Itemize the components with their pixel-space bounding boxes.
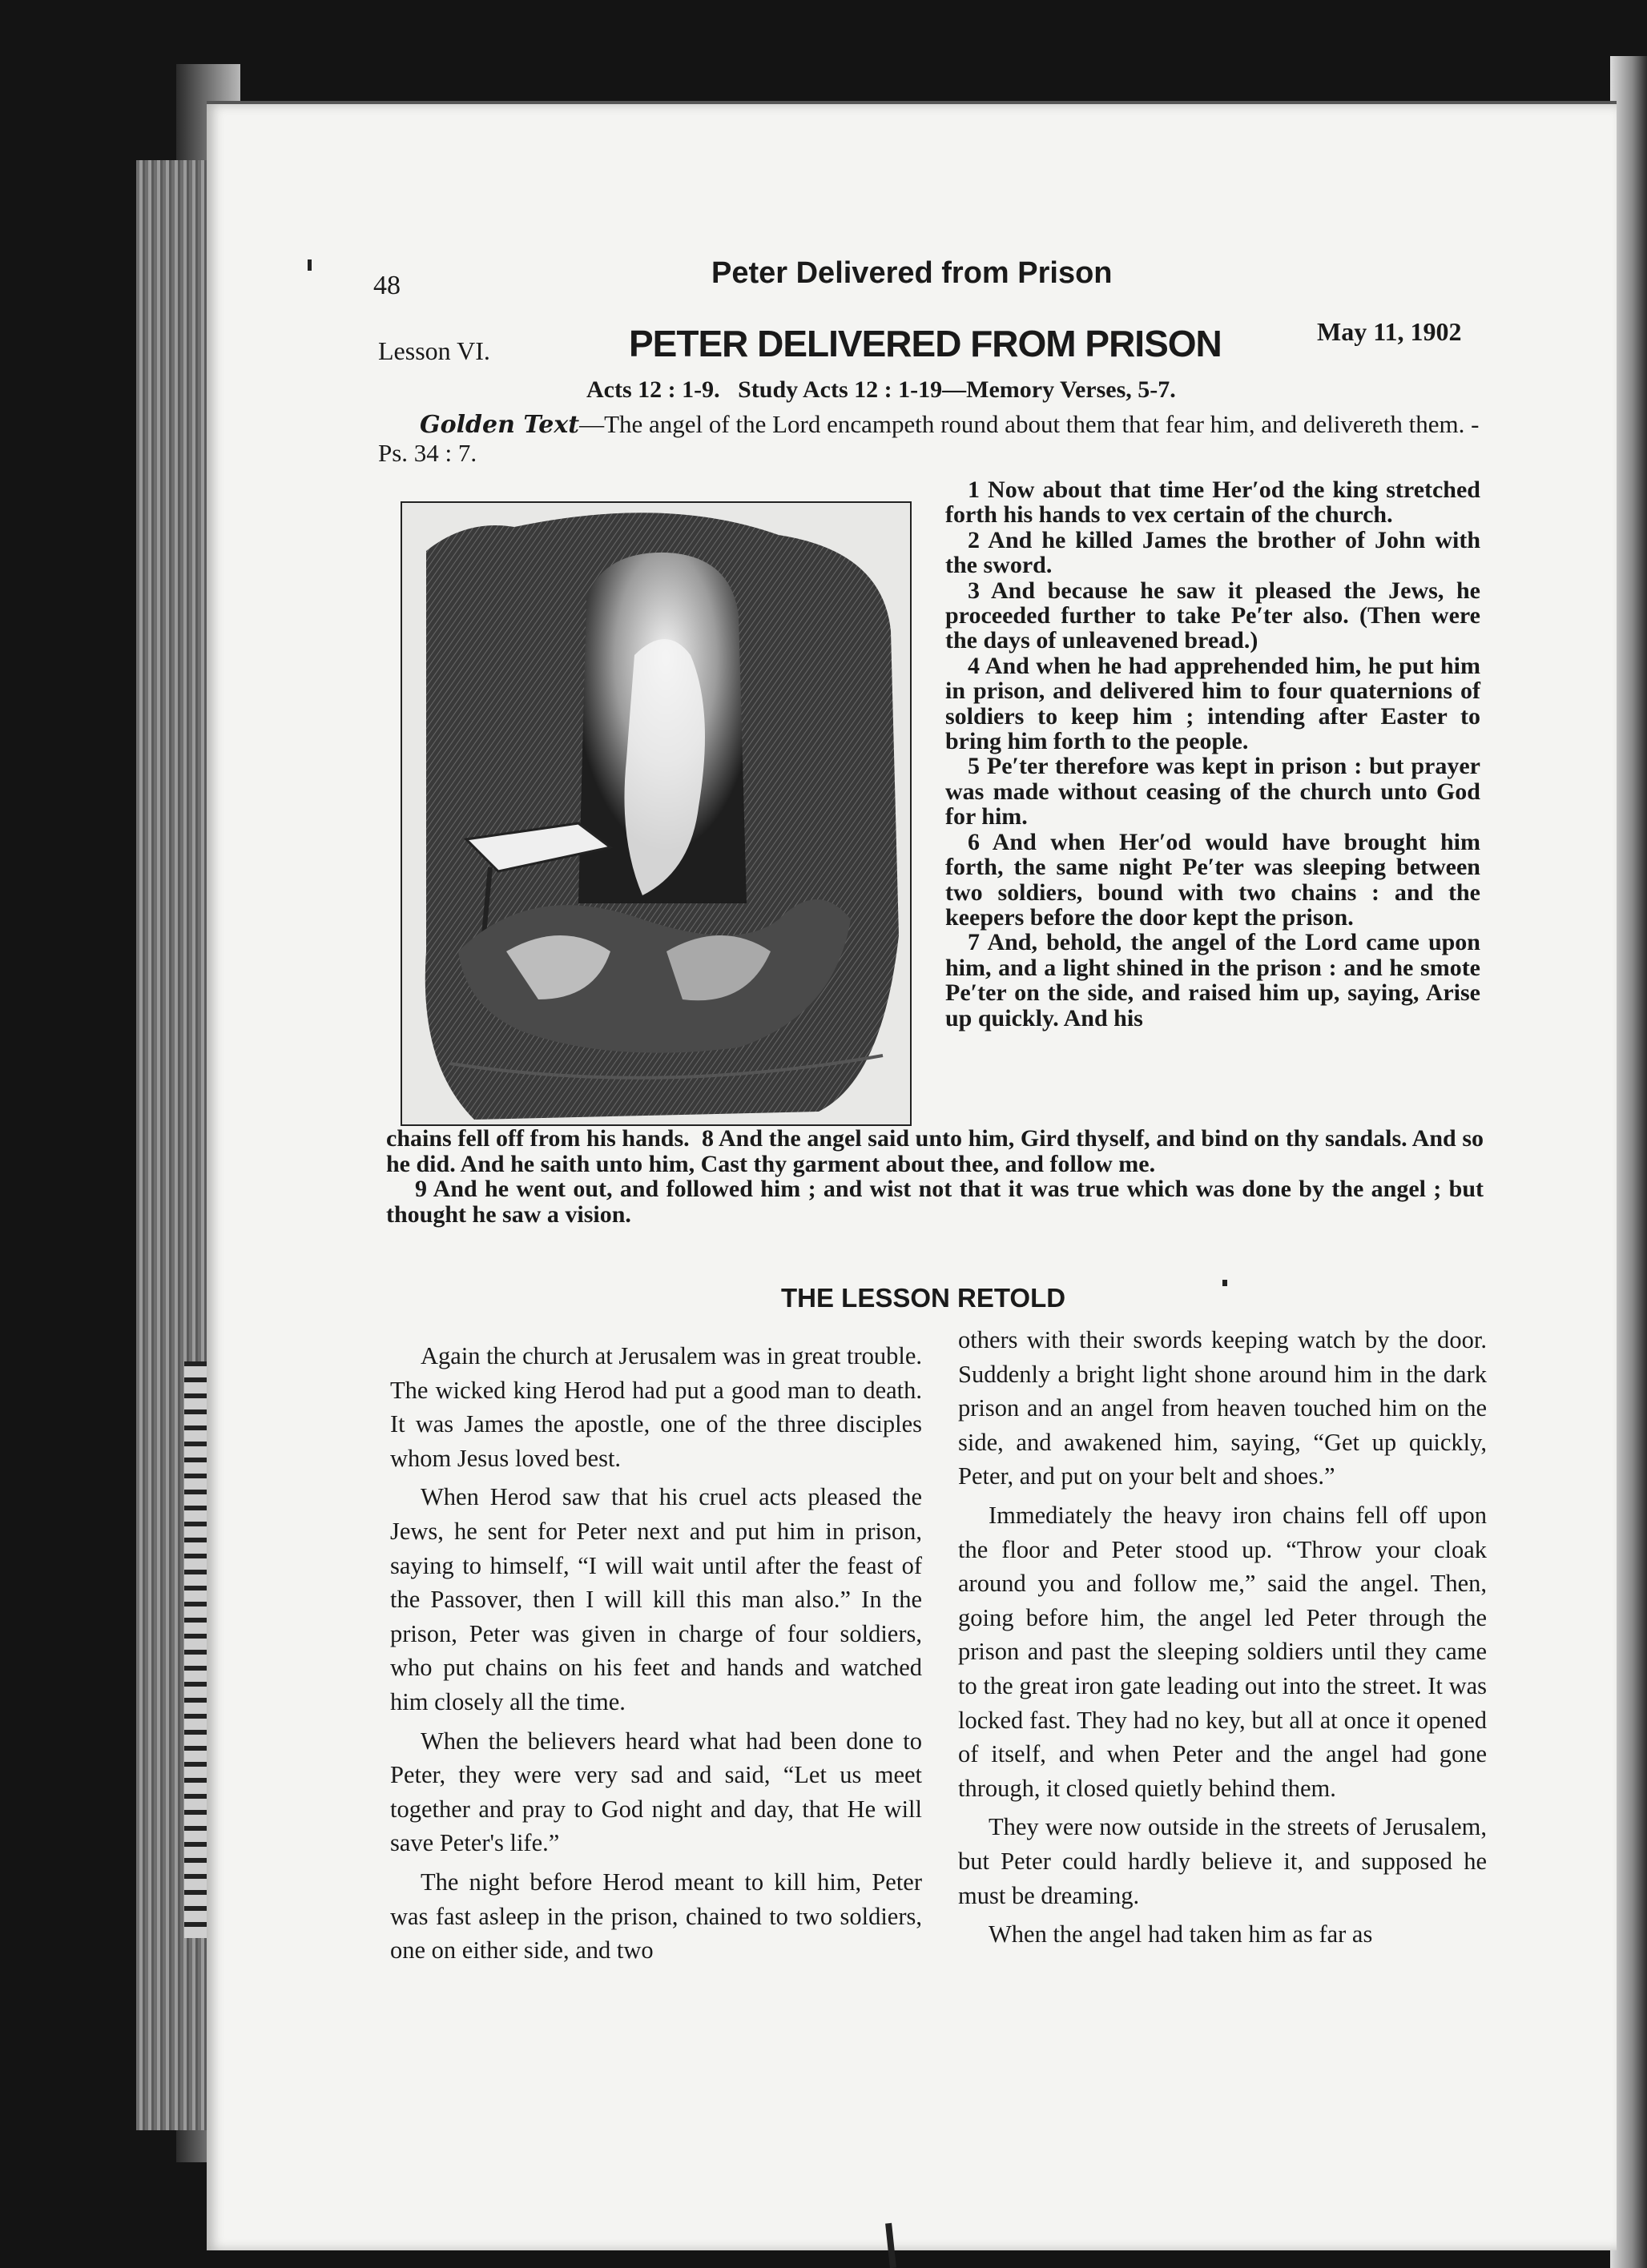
scripture-verses-full-width (386, 1126, 1484, 1227)
print-mark (308, 259, 312, 271)
lesson-title: PETER DELIVERED FROM PRISON (629, 323, 1222, 364)
retold-paragraph: When the angel had taken him as far as (989, 1920, 1373, 1948)
golden-text-label: Golden Text (420, 411, 580, 439)
engraving-peter-and-angel-in-prison-icon (402, 503, 910, 1124)
retold-paragraph: Immediately the heavy iron chains fell off upon the floor and Peter stood up. “Throw your cloak around you and follow me,” said the angel. Then, going before him, the angel led Peter through the prison and past the sleeping soldiers until they came to the great iron gate leading out into the street. It was locked fast. They had no key, but all at once it opened of itself, and when Peter and the angel had gone through, it closed quietly behind them. (958, 1501, 1487, 1802)
retold-paragraph: The night before Herod meant to kill him, Peter was fast asleep in the prison, chained to two soldiers, one on either side, and two (390, 1868, 922, 1964)
scripture-references: Acts 12 : 1-9. Study Acts 12 : 1-19—Memory Verses, 5-7. (586, 376, 1176, 403)
lesson-date: May 11, 1902 (1317, 317, 1462, 346)
verse-3: 3 And because he saw it pleased the Jews, he proceeded further to take Pe′ter also. (Then were the days of unleavened bread.) (945, 577, 1480, 654)
retold-left-column (390, 1339, 922, 1972)
verse-7: 7 And, behold, the angel of the Lord came upon him, and a light shined in the prison : and he smote Pe′ter on the side, and raised him up, saying, Arise up quickly. And his (945, 929, 1480, 1031)
verse-4: 4 And when he had apprehended him, he put him in prison, and delivered him to four quaternions of soldiers to keep him ; intending after Easter to bring him forth to the people. (945, 652, 1480, 755)
verse-1: 1 Now about that time Her′od the king stretched forth his hands to vex certain of the church. (945, 477, 1480, 529)
verse-6: 6 And when Her′od would have brought him forth, the same night Pe′ter was sleeping between two soldiers, bound with two chains : and the keepers before the door kept the prison. (945, 828, 1480, 931)
prison-illustration (401, 501, 912, 1126)
verse-5: 5 Pe′ter therefore was kept in prison : but prayer was made without ceasing of the church unto God for him. (945, 753, 1480, 830)
retold-paragraph: They were now outside in the streets of Jerusalem, but Peter could hardly believe it, and supposed he must be dreaming. (958, 1813, 1487, 1909)
verse-9: 9 And he went out, and followed him ; and wist not that it was true which was done by the angel ; but thought he saw a vision. (386, 1176, 1484, 1228)
retold-heading: THE LESSON RETOLD (781, 1283, 1066, 1313)
page-number: 48 (373, 271, 401, 300)
golden-text-body: —The angel of the Lord encampeth round about them that fear him, and delivereth them. - Ps. 34 : 7. (378, 410, 1480, 467)
running-head: Peter Delivered from Prison (711, 256, 1113, 290)
verse-7-end: chains fell off from his hands. (386, 1125, 690, 1152)
verse-2: 2 And he killed James the brother of John with the sword. (945, 526, 1480, 579)
verse-8: 8 And the angel said unto him, Gird thyself, and bind on thy sandals. And so he did. And he saith unto him, Cast thy garment about thee, and follow me. (386, 1125, 1484, 1177)
retold-right-column (958, 1323, 1487, 1956)
retold-paragraph: When Herod saw that his cruel acts pleased the Jews, he sent for Peter next and put him in prison, saying to himself, “I will wait until after the feast of the Passover, then I will kill this man also.” In the prison, Peter was given in charge of four soldiers, who put chains on his feet and hands and watched him closely all the time. (390, 1483, 922, 1715)
golden-text (378, 410, 1484, 467)
binding-edge (184, 1361, 208, 1938)
retold-paragraph: Again the church at Jerusalem was in great trouble. The wicked king Herod had put a good man to death. It was James the apostle, one of the three disciples whom Jesus loved best. (390, 1342, 922, 1472)
verses-7-8 (386, 1126, 1484, 1176)
print-mark (1222, 1280, 1227, 1286)
retold-paragraph: others with their swords keeping watch by the door. Suddenly a bright light shone around him in the dark prison and an angel from heaven touched him on the side, and awakened him, saying, “Get up quickly, Peter, and put on your belt and shoes.” (958, 1326, 1487, 1490)
lesson-number: Lesson VI. (378, 336, 490, 365)
retold-paragraph: When the believers heard what had been done to Peter, they were very sad and said, “Let us meet together and pray to God night and day, that He will save Peter's life.” (390, 1727, 922, 1857)
scripture-verses-right (945, 477, 1480, 1031)
